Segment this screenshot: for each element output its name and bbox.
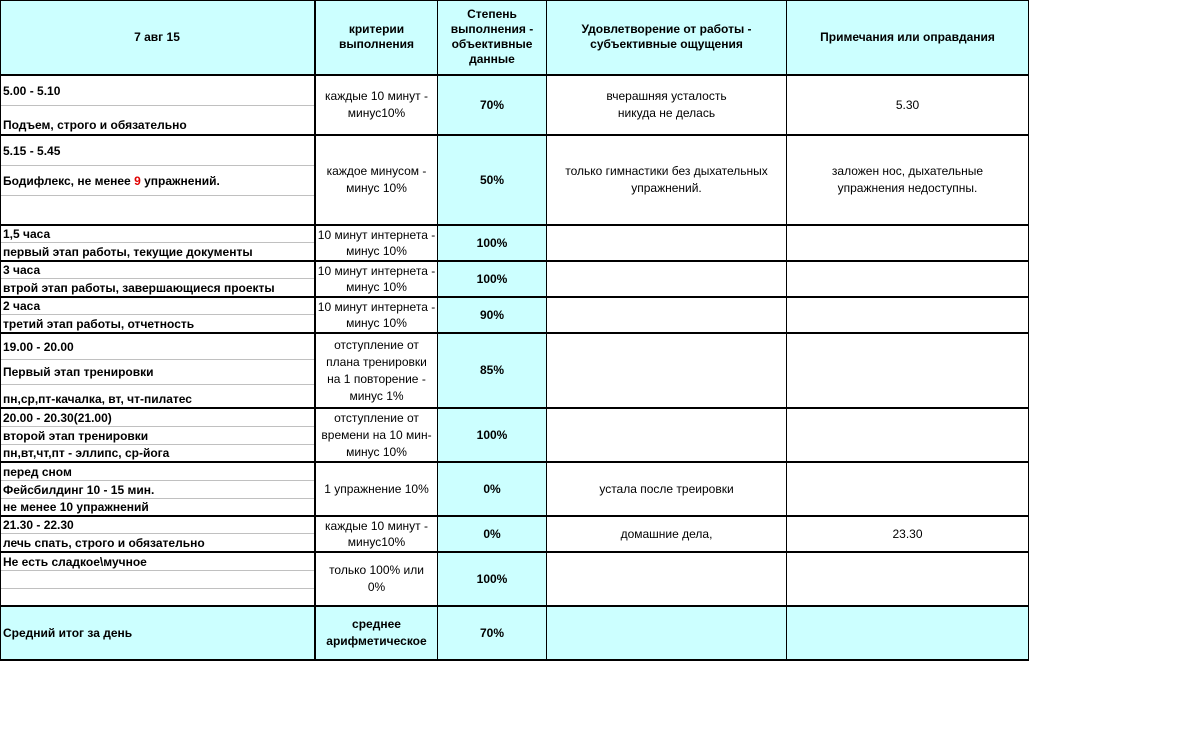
degree-cell[interactable]: 100% [438,553,547,607]
task-time: 20.00 - 20.30(21.00) [0,409,314,427]
satisfaction-cell[interactable] [547,409,787,463]
header-notes[interactable]: Примечания или оправдания [787,0,1029,76]
task-text-end: упражнений. [140,173,220,188]
task-time: 2 часа [0,298,314,315]
degree-cell[interactable]: 100% [438,262,547,298]
notes-cell[interactable] [787,226,1029,262]
criteria-cell[interactable]: 10 минут интернета - минус 10% [316,226,438,262]
task-cell[interactable] [0,262,316,298]
degree-cell[interactable]: 90% [438,298,547,334]
degree-cell[interactable]: 70% [438,76,547,136]
degree-cell[interactable]: 0% [438,517,547,553]
notes-cell[interactable]: заложен нос, дыхательные упражнения недоступны. [787,136,1029,226]
task-cell[interactable] [0,76,316,136]
criteria-cell[interactable]: только 100% или 0% [316,553,438,607]
criteria-cell[interactable]: каждые 10 минут - минус10% [316,76,438,136]
degree-cell[interactable]: 100% [438,226,547,262]
task-cell[interactable] [0,517,316,553]
total-notes-cell[interactable] [787,607,1029,661]
task-cell[interactable] [0,298,316,334]
criteria-cell[interactable]: каждые 10 минут - минус10% [316,517,438,553]
criteria-cell[interactable]: 10 минут интернета - минус 10% [316,262,438,298]
task-description: Первый этап тренировки [0,360,314,385]
task-cell[interactable] [0,136,316,226]
degree-cell[interactable]: 50% [438,136,547,226]
header-degree[interactable]: Степень выполнения - объективные данные [438,0,547,76]
task-line-empty [0,571,314,589]
task-description: Подъем, строго и обязательно [3,118,187,132]
degree-cell[interactable]: 0% [438,463,547,517]
notes-cell[interactable]: 23.30 [787,517,1029,553]
satisfaction-cell[interactable] [547,334,787,409]
task-cell[interactable] [0,226,316,262]
table-left-border [0,0,1,661]
task-time: перед сном [0,463,314,481]
task-detail: пн,вт,чт,пт - эллипс, ср-йога [3,446,170,460]
satisfaction-cell[interactable]: устала после треировки [547,463,787,517]
criteria-cell[interactable]: каждое минусом - минус 10% [316,136,438,226]
task-line-empty [0,589,314,605]
satisfaction-cell[interactable] [547,298,787,334]
degree-cell[interactable]: 100% [438,409,547,463]
total-label-cell[interactable] [0,607,316,661]
total-satisfaction-cell[interactable] [547,607,787,661]
satisfaction-cell[interactable]: только гимнастики без дыхательных упражнений. [547,136,787,226]
task-time: 1,5 часа [0,226,314,243]
task-description: третий этап работы, отчетность [3,316,195,331]
task-time: 19.00 - 20.00 [0,334,314,360]
notes-cell[interactable]: 5.30 [787,76,1029,136]
task-time: 5.00 - 5.10 [0,76,314,106]
task-description: первый этап работы, текущие документы [3,244,253,259]
notes-cell[interactable] [787,463,1029,517]
criteria-cell[interactable]: отступление от плана тренировки на 1 повторение - минус 1% [316,334,438,409]
task-time: 5.15 - 5.45 [0,136,314,166]
task-cell[interactable] [0,334,316,409]
criteria-cell[interactable]: 1 упражнение 10% [316,463,438,517]
header-satisfaction[interactable]: Удовлетворение от работы - субъективные ощущения [547,0,787,76]
satisfaction-cell[interactable] [547,262,787,298]
task-cell[interactable] [0,463,316,517]
criteria-cell[interactable]: отступление от времени на 10 мин- минус 10% [316,409,438,463]
notes-cell[interactable] [787,553,1029,607]
task-time: 21.30 - 22.30 [0,517,314,534]
task-description: лечь спать, строго и обязательно [3,535,205,550]
task-description: Фейсбилдинг 10 - 15 мин. [0,481,314,499]
total-criteria-cell[interactable]: среднее арифметическое [316,607,438,661]
task-time: Не есть сладкое\мучное [0,553,314,571]
notes-cell[interactable] [787,262,1029,298]
task-cell[interactable] [0,553,316,607]
satisfaction-cell[interactable]: домашние дела, [547,517,787,553]
table-top-border [0,0,1029,1]
header-date[interactable]: 7 авг 15 [0,0,316,76]
task-cell[interactable] [0,409,316,463]
notes-cell[interactable] [787,298,1029,334]
satisfaction-cell[interactable] [547,553,787,607]
notes-cell[interactable] [787,409,1029,463]
task-text: Бодифлекс, не менее [3,173,135,188]
task-description: второй этап тренировки [0,427,314,445]
task-description [0,166,314,196]
notes-cell[interactable] [787,334,1029,409]
header-criteria[interactable]: критерии выполнения [316,0,438,76]
task-detail: не менее 10 упражнений [3,500,149,514]
task-description: втрой этап работы, завершающиеся проекты [3,280,275,295]
satisfaction-cell[interactable] [547,226,787,262]
task-detail: пн,ср,пт-качалка, вт, чт-пилатес [3,392,192,406]
total-degree-cell[interactable]: 70% [438,607,547,661]
degree-cell[interactable]: 85% [438,334,547,409]
total-label: Средний итог за день [3,626,133,640]
task-time: 3 часа [0,262,314,279]
satisfaction-cell[interactable]: вчерашняя усталость никуда не делась [547,76,787,136]
task-count: 9 [134,173,141,188]
criteria-cell[interactable]: 10 минут интернета - минус 10% [316,298,438,334]
